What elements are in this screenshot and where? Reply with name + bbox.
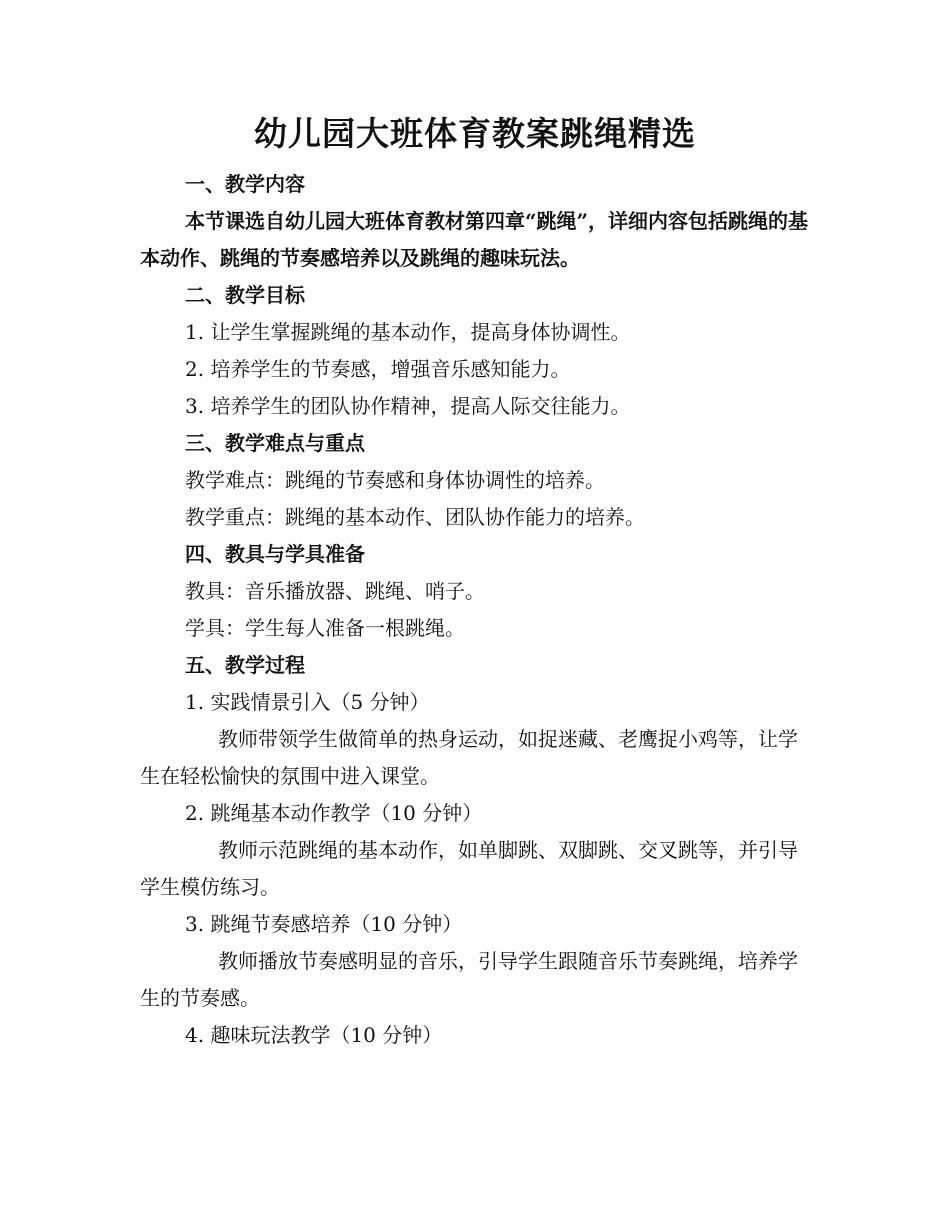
difficulty-text: 教学难点：跳绳的节奏感和身体协调性的培养。 — [185, 468, 605, 492]
focus-text: 教学重点：跳绳的基本动作、团队协作能力的培养。 — [185, 505, 645, 529]
section-heading-objectives: 二、教学目标 — [185, 283, 305, 307]
process-step-2: 2. 跳绳基本动作教学（10 分钟） — [185, 801, 483, 825]
objective-item-3: 3. 培养学生的团队协作精神，提高人际交往能力。 — [185, 394, 631, 418]
section-heading-materials: 四、教具与学具准备 — [185, 542, 365, 566]
document-title: 幼儿园大班体育教案跳绳精选 — [254, 114, 696, 153]
objective-item-1: 1. 让学生掌握跳绳的基本动作，提高身体协调性。 — [185, 320, 631, 344]
student-materials: 学具：学生每人准备一根跳绳。 — [185, 616, 465, 640]
objective-item-2: 2. 培养学生的节奏感，增强音乐感知能力。 — [185, 357, 571, 381]
section-heading-content: 一、教学内容 — [185, 172, 305, 196]
process-step-1-text: 教师带领学生做简单的热身运动，如捉迷藏、老鹰捉小鸡等，让学生在轻松愉快的氛围中进入课堂。 — [140, 727, 798, 788]
document-body — [140, 166, 810, 1054]
process-step-2-text: 教师示范跳绳的基本动作，如单脚跳、双脚跳、交叉跳等，并引导学生模仿练习。 — [140, 838, 798, 899]
teacher-materials: 教具：音乐播放器、跳绳、哨子。 — [185, 579, 485, 603]
section-heading-difficulty-focus: 三、教学难点与重点 — [185, 431, 365, 455]
process-step-3-text: 教师播放节奏感明显的音乐，引导学生跟随音乐节奏跳绳，培养学生的节奏感。 — [140, 949, 798, 1010]
process-step-1: 1. 实践情景引入（5 分钟） — [185, 690, 430, 714]
process-step-4: 4. 趣味玩法教学（10 分钟） — [185, 1023, 443, 1047]
section-text-content: 本节课选自幼儿园大班体育教材第四章“跳绳”，详细内容包括跳绳的基本动作、跳绳的节奏感培养以及跳绳的趣味玩法。 — [140, 209, 809, 270]
section-heading-process: 五、教学过程 — [185, 653, 305, 677]
process-step-3: 3. 跳绳节奏感培养（10 分钟） — [185, 912, 463, 936]
